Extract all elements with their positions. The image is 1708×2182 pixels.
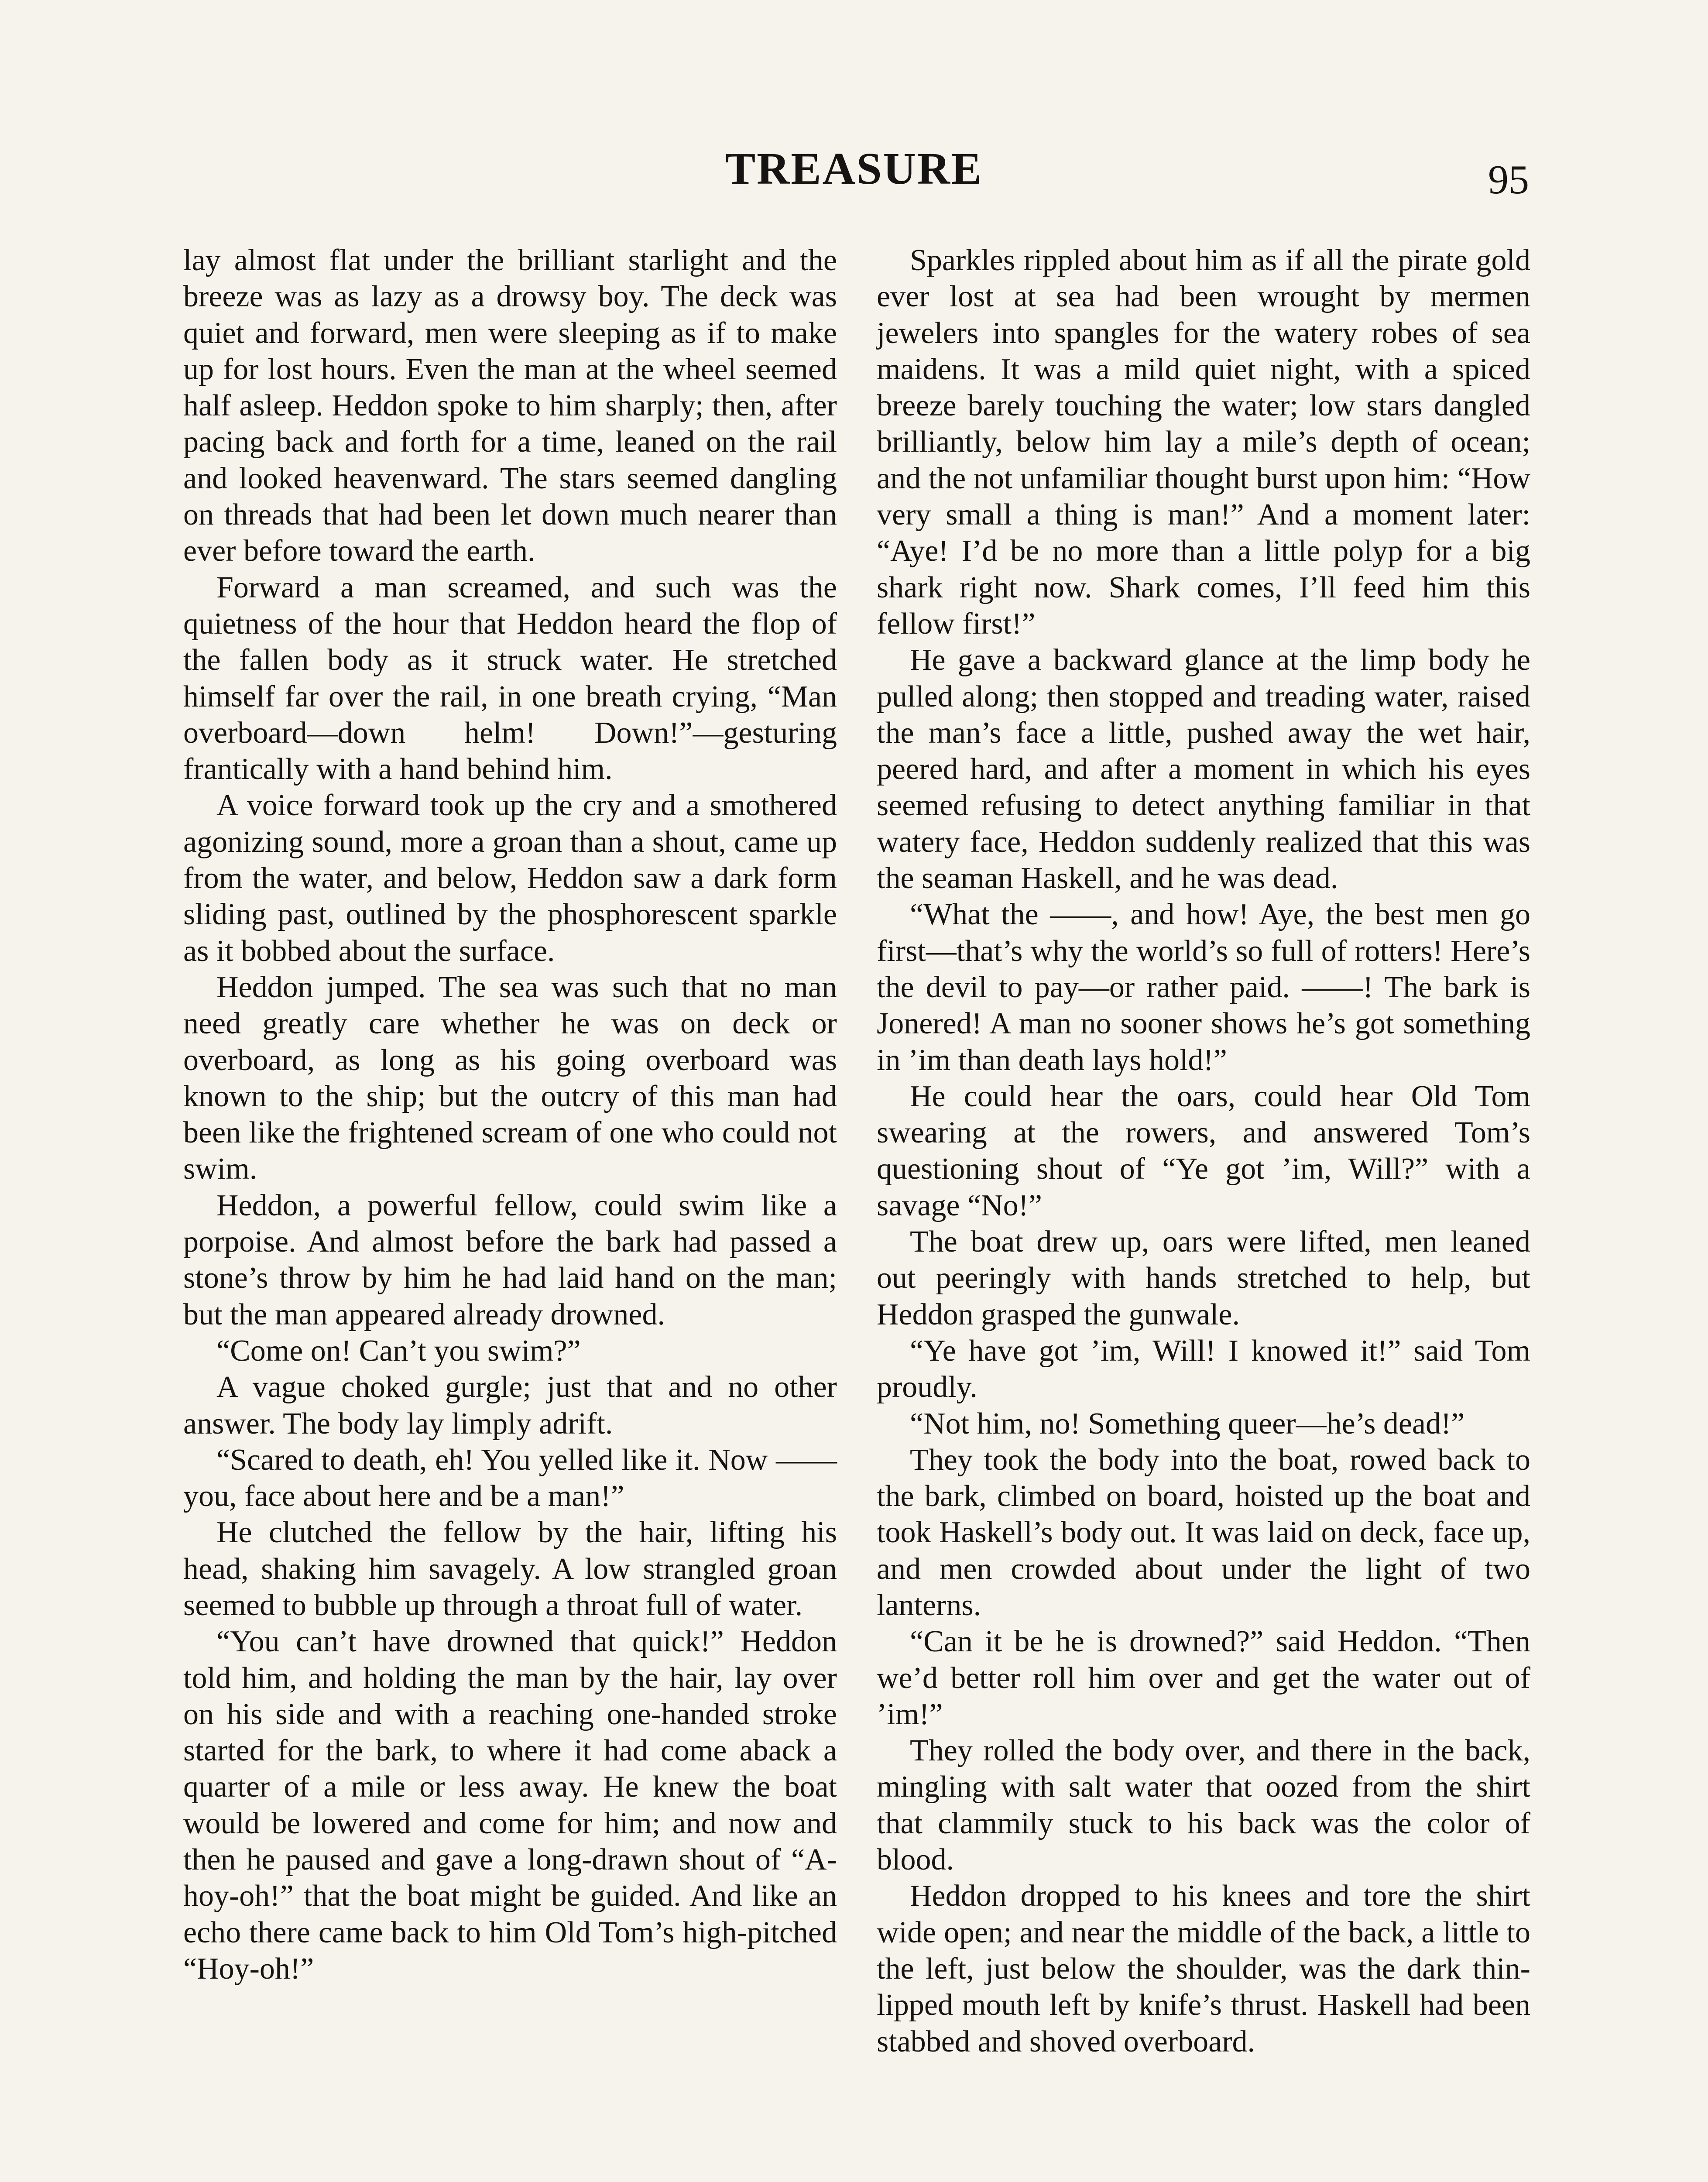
paragraph: He gave a backward glance at the limp body he pulled along; then stopped and treading water, raised the man’s face a little, pushed away the wet hair, peered hard, and after a moment in which his eyes seemed refusing to detect anything familiar in that watery face, Heddon suddenly realized that this was the seaman Haskell, and he was dead. [877,643,1530,895]
paragraph: “Come on! Can’t you swim?” [216,1334,581,1368]
paragraph: Sparkles rippled about him as if all the pirate gold ever lost at sea had been wrought by mermen jewelers into spangles for the watery robes of sea maidens. It was a mild quiet night, with a spiced breeze barely touching the water; low stars dangled brilliantly, below him lay a mile’s depth of ocean; and the not unfamiliar thought burst upon him: “How very small a thing is man!” And a moment later: “Aye! I’d be no more than a little polyp for a big shark right now. Shark comes, I’ll feed him this fellow first!” [877,244,1530,641]
paragraph: Heddon dropped to his knees and tore the shirt wide open; and near the middle of the back, a little to the left, just below the shoulder, was the dark thin-lipped mouth left by knife’s thrust. Haskell had been stabbed and shoved overboard. [877,1879,1530,2058]
right-column [877,242,1530,2060]
paragraph: He could hear the oars, could hear Old Tom swearing at the rowers, and answered Tom’s questioning shout of “Ye got ’im, Will?” with a savage “No!” [877,1079,1530,1222]
paragraph: “Not him, no! Something queer—he’s dead!” [910,1407,1465,1441]
paragraph: A vague choked gurgle; just that and no other answer. The body lay limply adrift. [183,1370,837,1441]
paragraph: Heddon, a powerful fellow, could swim like a porpoise. And almost before the bark had passed a stone’s throw by him he had laid hand on the man; but the man appeared already drowned. [183,1188,837,1331]
paragraph: “Scared to death, eh! You yelled like it. Now —— you, face about here and be a man!” [183,1443,837,1513]
paragraph: They took the body into the boat, rowed back to the bark, climbed on board, hoisted up the boat and took Haskell’s body out. It was laid on deck, face up, and men crowded about under the light of two lanterns. [877,1443,1530,1622]
page-number: 95 [1488,157,1529,202]
running-title: TREASURE [725,144,983,194]
paragraph: “Can it be he is drowned?” said Heddon. “Then we’d better roll him over and get the water out of ’im!” [877,1625,1530,1731]
paragraph: lay almost flat under the brilliant starlight and the breeze was as lazy as a drowsy boy. The deck was quiet and forward, men were sleeping as if to make up for lost hours. Even the man at the wheel seemed half asleep. Heddon spoke to him sharply; then, after pacing back and forth for a time, leaned on the rail and looked heavenward. The stars seemed dangling on threads that had been let down much nearer than ever before toward the earth. [183,244,837,568]
paragraph: They rolled the body over, and there in the back, mingling with salt water that oozed from the shirt that clammily stuck to his back was the color of blood. [877,1734,1530,1877]
paragraph: “You can’t have drowned that quick!” Heddon told him, and holding the man by the hair, lay over on his side and with a reaching one-handed stroke started for the bark, to where it had come aback a quarter of a mile or less away. He knew the boat would be lowered and come for him; and now and then he paused and gave a long-drawn shout of “A-hoy-oh!” that the boat might be guided. And like an echo there came back to him Old Tom’s high-pitched “Hoy-oh!” [183,1625,837,1986]
paragraph: “What the ——, and how! Aye, the best men go first—that’s why the world’s so full of rotters! Here’s the devil to pay—or rather paid. ——! The bark is Jonered! A man no sooner shows he’s got something in ’im than death lays hold!” [877,898,1530,1077]
paragraph: Forward a man screamed, and such was the quietness of the hour that Heddon heard the flop of the fallen body as it struck water. He stretched himself far over the rail, in one breath crying, “Man overboard—down helm! Down!”—gesturing frantically with a hand behind him. [183,570,837,786]
left-column [183,242,837,1987]
paragraph: Heddon jumped. The sea was such that no man need greatly care whether he was on deck or overboard, as long as his going overboard was known to the ship; but the outcry of this man had been like the frightened scream of one who could not swim. [183,970,837,1186]
paragraph: “Ye have got ’im, Will! I knowed it!” said Tom proudly. [877,1334,1530,1404]
paragraph: A voice forward took up the cry and a smothered agonizing sound, more a groan than a shout, came up from the water, and below, Heddon saw a dark form sliding past, outlined by the phosphorescent sparkle as it bobbed about the surface. [183,789,837,968]
paragraph: He clutched the fellow by the hair, lifting his head, shaking him savagely. A low strangled groan seemed to bubble up through a throat full of water. [183,1516,837,1622]
paragraph: The boat drew up, oars were lifted, men leaned out peeringly with hands stretched to help, but Heddon grasped the gunwale. [877,1225,1530,1331]
